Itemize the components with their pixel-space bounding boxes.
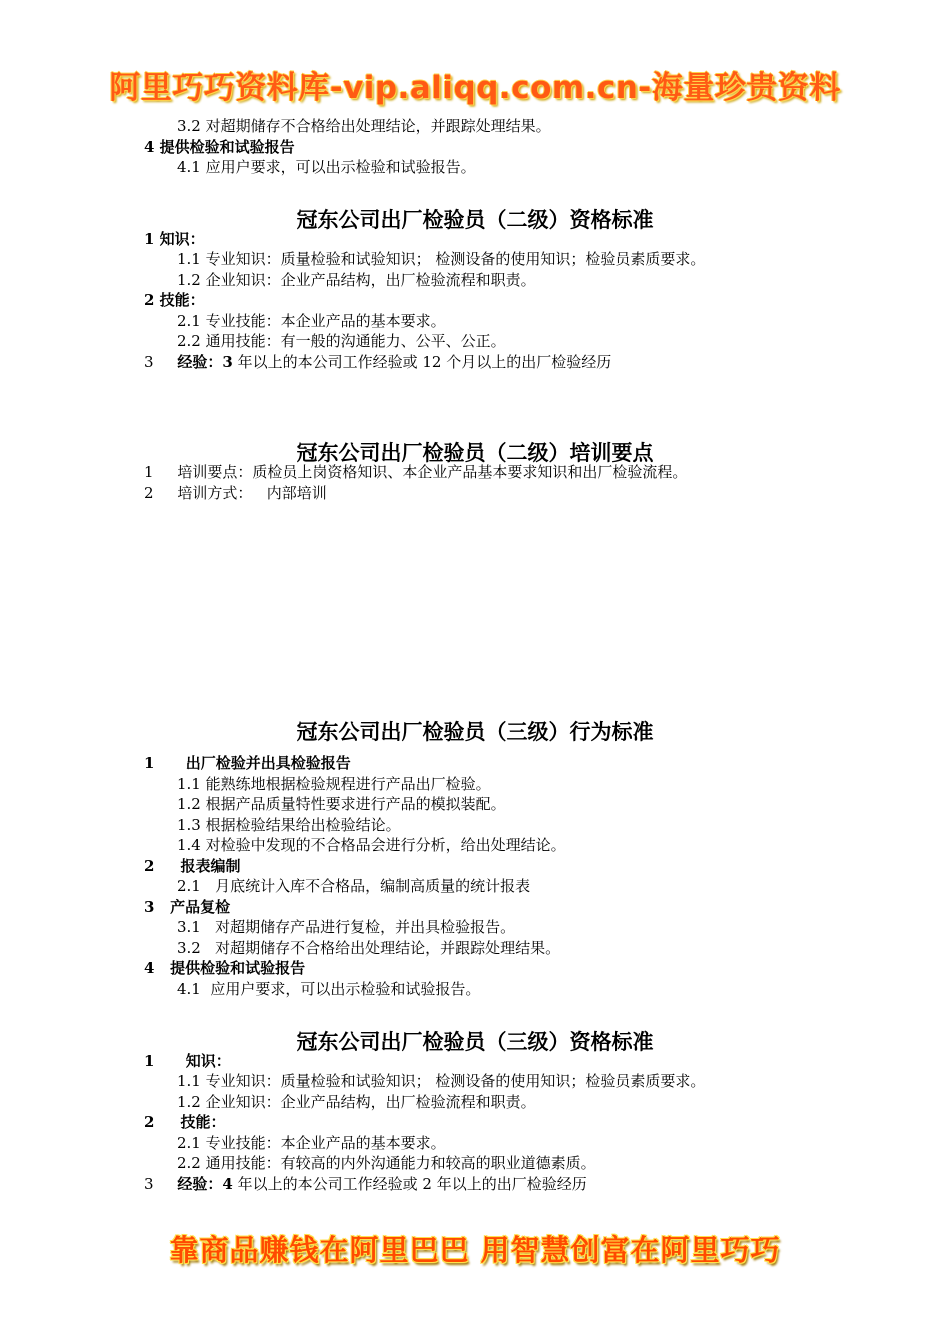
q2-knowledge-1-1: 1.1 专业知识：质量检验和试验知识； 检测设备的使用知识；检验员素质要求。	[177, 250, 706, 268]
carry-item-3-2: 3.2 对超期储存不合格给出处理结论，并跟踪处理结果。	[177, 117, 551, 135]
t2-training-points: 1 培训要点：质检员上岗资格知识、本企业产品基本要求知识和出厂检验流程。	[144, 463, 688, 481]
q2-experience-text: 年以上的本公司工作经验或 12 个月以上的出厂检验经历	[232, 353, 612, 371]
q3-knowledge: 1 知识：	[144, 1052, 231, 1070]
b3-item-4: 4 提供检验和试验报告	[144, 959, 306, 977]
q2-experience-num: 3	[144, 353, 178, 371]
b3-item-1-1: 1.1 能熟练地根据检验规程进行产品出厂检验。	[177, 775, 491, 793]
t2-training-method: 2 培训方式： 内部培训	[144, 484, 327, 502]
q3-experience-num: 3	[144, 1175, 178, 1193]
q3-experience-label: 经验：	[177, 1175, 223, 1193]
q2-skills-2-1: 2.1 专业技能：本企业产品的基本要求。	[177, 312, 446, 330]
q2-knowledge-1-2: 1.2 企业知识：企业产品结构，出厂检验流程和职责。	[177, 271, 536, 289]
q3-experience-text: 年以上的本公司工作经验或 2 年以上的出厂检验经历	[232, 1175, 587, 1193]
carry-item-4-1: 4.1 应用户要求，可以出示检验和试验报告。	[177, 158, 476, 176]
q3-knowledge-1-1: 1.1 专业知识：质量检验和试验知识； 检测设备的使用知识；检验员素质要求。	[177, 1072, 706, 1090]
b3-item-1-4: 1.4 对检验中发现的不合格品会进行分析，给出处理结论。	[177, 836, 566, 854]
b3-item-3-1: 3.1 对超期储存产品进行复检，并出具检验报告。	[177, 918, 516, 936]
q2-knowledge: 1 知识：	[144, 230, 205, 248]
b3-item-1: 1 出厂检验并出具检验报告	[144, 754, 351, 772]
q3-skills-2-2: 2.2 通用技能：有较高的内外沟通能力和较高的职业道德素质。	[177, 1154, 596, 1172]
q3-experience	[144, 1174, 587, 1194]
section-title-training-level2: 冠东公司出厂检验员（二级）培训要点	[296, 440, 654, 465]
q2-experience	[144, 352, 611, 372]
b3-item-3: 3 产品复检	[144, 898, 231, 916]
carry-item-4-title: 4 提供检验和试验报告	[144, 138, 295, 156]
q2-experience-label: 经验：	[177, 353, 223, 371]
footer-banner: 靠商品赚钱在阿里巴巴 用智慧创富在阿里巧巧	[169, 1233, 781, 1267]
b3-item-1-3: 1.3 根据检验结果给出检验结论。	[177, 816, 401, 834]
q3-knowledge-1-2: 1.2 企业知识：企业产品结构，出厂检验流程和职责。	[177, 1093, 536, 1111]
section-title-qualification-level3: 冠东公司出厂检验员（三级）资格标准	[296, 1029, 654, 1054]
b3-item-4-1: 4.1 应用户要求，可以出示检验和试验报告。	[177, 980, 481, 998]
q3-skills-2-1: 2.1 专业技能：本企业产品的基本要求。	[177, 1134, 446, 1152]
q2-skills: 2 技能：	[144, 291, 205, 309]
section-title-behavior-level3: 冠东公司出厂检验员（三级）行为标准	[296, 719, 654, 744]
q3-skills: 2 技能：	[144, 1113, 226, 1131]
header-banner: 阿里巧巧资料库-vip.aliqq.com.cn-海量珍贵资料	[109, 70, 841, 106]
b3-item-2-1: 2.1 月底统计入库不合格品，编制高质量的统计报表	[177, 877, 531, 895]
b3-item-1-2: 1.2 根据产品质量特性要求进行产品的模拟装配。	[177, 795, 506, 813]
q2-experience-years: 3	[222, 353, 233, 371]
q2-skills-2-2: 2.2 通用技能：有一般的沟通能力、公平、公正。	[177, 332, 506, 350]
q3-experience-years: 4	[222, 1175, 233, 1193]
section-title-qualification-level2: 冠东公司出厂检验员（二级）资格标准	[296, 207, 654, 232]
b3-item-2: 2 报表编制	[144, 857, 241, 875]
b3-item-3-2: 3.2 对超期储存不合格给出处理结论，并跟踪处理结果。	[177, 939, 561, 957]
